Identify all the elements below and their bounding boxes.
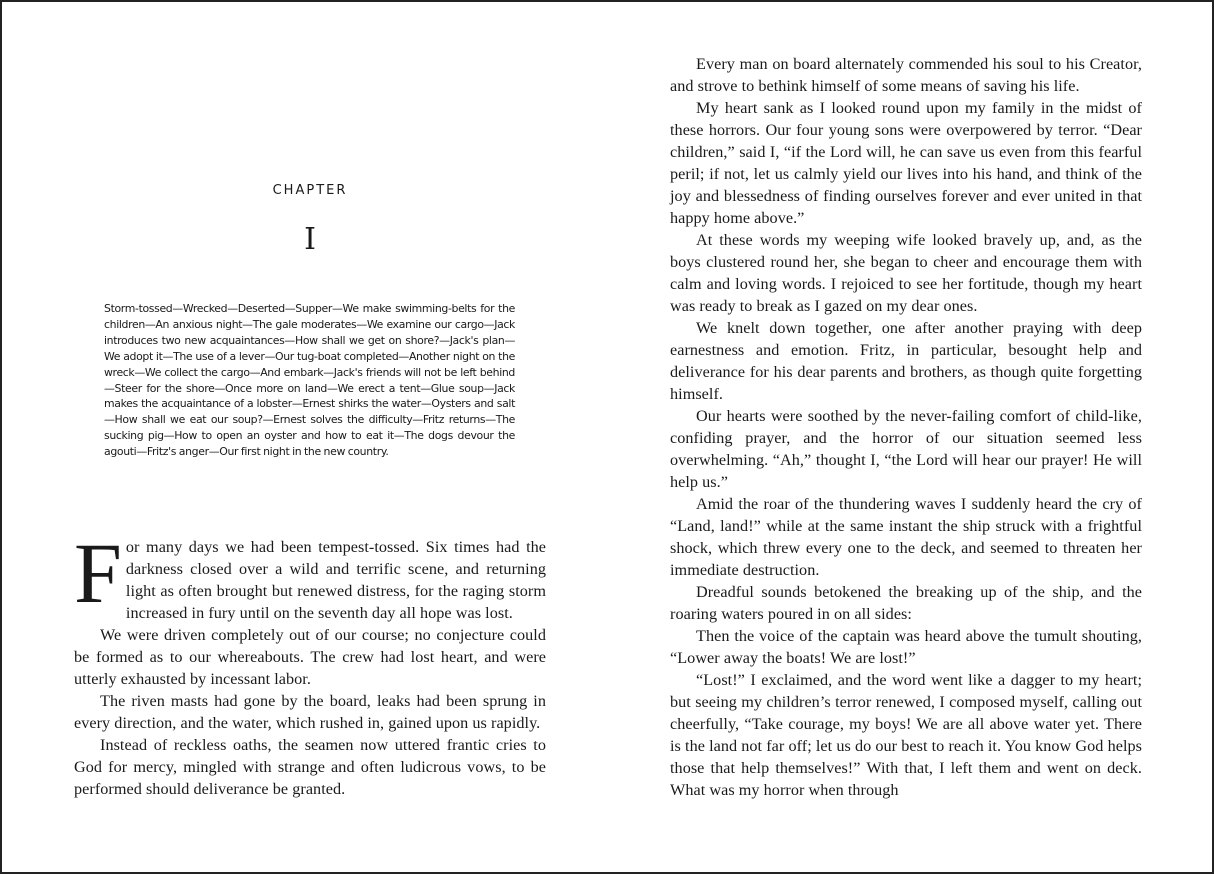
right-page bbox=[670, 0, 1142, 874]
paragraph: We knelt down together, one after another praying with deep earnestness and emotion. Fritz, in particular, besought help and deliverance for his dear parents and brothers, as though quite forgetting himself. bbox=[670, 319, 1142, 403]
drop-cap: F bbox=[74, 525, 122, 621]
paragraph: At these words my weeping wife looked bravely up, and, as the boys clustered round her, she began to cheer and encourage them with calm and loving words. I rejoiced to see her fortitude, though my heart was ready to break as I gazed on my dear ones. bbox=[670, 231, 1142, 315]
paragraph: We were driven completely out of our course; no conjecture could be formed as to our whereabouts. The crew had lost heart, and were utterly exhausted by incessant labor. bbox=[74, 626, 546, 688]
chapter-summary: Storm-tossed—Wrecked—Deserted—Supper—We make swimming-belts for the children—An anxious night—The gale moderates—We examine our cargo—Jack introduces two new acquaintances—How shall we get on shore?—Jack's plan—We adopt it—The use of a lever—Our tug-boat completed—Another night on the wreck—We collect the cargo—And embark—Jack's friends will not be left behind—Steer for the shore—Once more on land—We erect a tent—Glue soup—Jack makes the acquaintance of a lobster—Ernest shirks the water—Oysters and salt—How shall we eat our soup?—Ernest solves the difficulty—Fritz returns—The sucking pig—How to open an oyster and how to eat it—The dogs devour the agouti—Fritz's anger—Our first night in the new country. bbox=[104, 302, 515, 459]
left-page bbox=[74, 0, 546, 874]
paragraph: Amid the roar of the thundering waves I suddenly heard the cry of “Land, land!” while at the same instant the ship struck with a frightful shock, which threw every one to the deck, and seemed to threaten her immediate destruction. bbox=[670, 495, 1142, 579]
paragraph: Dreadful sounds betokened the breaking up of the ship, and the roaring waters poured in on all sides: bbox=[670, 583, 1142, 623]
paragraph: The riven masts had gone by the board, leaks had been sprung in every direction, and the water, which rushed in, gained upon us rapidly. bbox=[74, 692, 546, 732]
paragraph: Our hearts were soothed by the never-failing comfort of child-like, confiding prayer, and the horror of our situation seemed less overwhelming. “Ah,” thought I, “the Lord will hear our prayer! He will help us.” bbox=[670, 407, 1142, 491]
chapter-label: CHAPTER bbox=[272, 183, 348, 198]
paragraph: Then the voice of the captain was heard above the tumult shouting, “Lower away the boats! We are lost!” bbox=[670, 627, 1142, 667]
opening-paragraph-text: or many days we had been tempest-tossed. Six times had the darkness closed over a wild and terrific scene, and returning light as often brought but renewed distress, for the raging storm increased in fury until on the seventh day all hope was lost. bbox=[125, 538, 546, 622]
paragraph: My heart sank as I looked round upon my family in the midst of these horrors. Our four young sons were overpowered by terror. “Dear children,” said I, “if the Lord will, he can save us even from this fearful peril; if not, let us calmly yield our lives into his hand, and think of the joy and blessedness of finding ourselves forever and ever united in that happy home above.” bbox=[670, 99, 1142, 227]
paragraph: Every man on board alternately commended his soul to his Creator, and strove to bethink himself of some means of saving his life. bbox=[670, 55, 1142, 95]
opening-paragraph bbox=[74, 525, 546, 624]
right-body-text bbox=[670, 53, 1142, 801]
chapter-number: I bbox=[304, 222, 316, 257]
left-body-text bbox=[74, 525, 546, 800]
paragraph: Instead of reckless oaths, the seamen now uttered frantic cries to God for mercy, mingled with strange and often ludicrous vows, to be performed should deliverance be granted. bbox=[74, 736, 546, 798]
paragraph: “Lost!” I exclaimed, and the word went like a dagger to my heart; but seeing my children’s terror renewed, I composed myself, calling out cheerfully, “Take courage, my boys! We are all above water yet. There is the land not far off; let us do our best to reach it. You know God helps those that help themselves!” With that, I left them and went on deck. What was my horror when through bbox=[670, 671, 1142, 799]
